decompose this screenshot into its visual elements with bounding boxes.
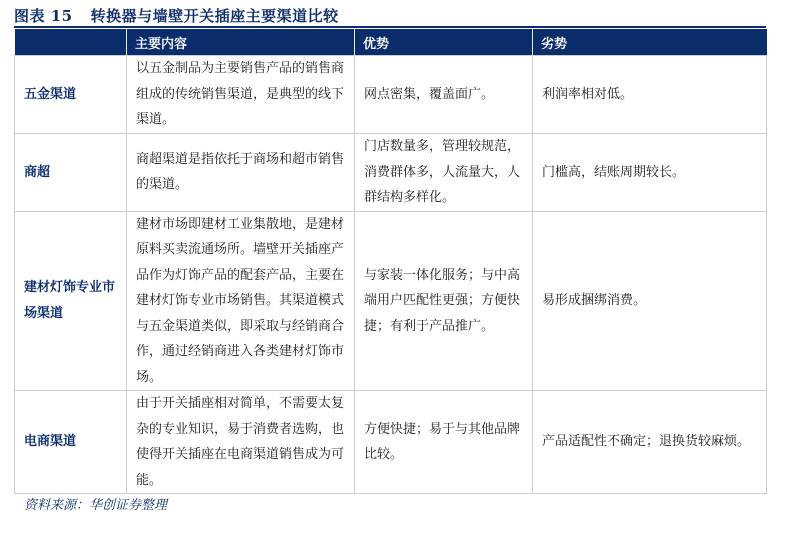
- table-row: [15, 134, 767, 212]
- channel-advantage: 门店数量多，管理较规范，消费群体多，人流量大，人群结构多样化。: [355, 134, 533, 212]
- channel-disadvantage: 易形成捆绑消费。: [533, 211, 767, 391]
- figure-title: [14, 5, 339, 26]
- table-row: [15, 56, 767, 134]
- channel-advantage: 与家装一体化服务；与中高端用户匹配性更强；方便快捷；有利于产品推广。: [355, 211, 533, 391]
- channel-name: 建材灯饰专业市场渠道: [15, 211, 127, 391]
- channel-content: 由于开关插座相对简单，不需要太复杂的专业知识，易于消费者选购，也使得开关插座在电商渠道销售成为可能。: [127, 391, 355, 494]
- channel-advantage: 方便快捷；易于与其他品牌比较。: [355, 391, 533, 494]
- channel-comparison-table: [14, 29, 767, 494]
- channel-disadvantage: 利润率相对低。: [533, 56, 767, 134]
- figure-title-text: 转换器与墙壁开关插座主要渠道比较: [90, 7, 339, 25]
- channel-name: 商超: [15, 134, 127, 212]
- channel-content: 以五金制品为主要销售产品的销售商组成的传统销售渠道，是典型的线下渠道。: [127, 56, 355, 134]
- channel-content: 商超渠道是指依托于商场和超市销售的渠道。: [127, 134, 355, 212]
- table-row: [15, 391, 767, 494]
- channel-name: 电商渠道: [15, 391, 127, 494]
- channel-disadvantage: 产品适配性不确定；退换货较麻烦。: [533, 391, 767, 494]
- channel-advantage: 网点密集，覆盖面广。: [355, 56, 533, 134]
- table-header-row: [15, 29, 767, 56]
- channel-disadvantage: 门槛高，结账周期较长。: [533, 134, 767, 212]
- figure-label: 图表 15: [14, 7, 73, 25]
- source-note: 资料来源：华创证券整理: [24, 498, 168, 513]
- header-content: 主要内容: [127, 29, 355, 56]
- header-channel: [15, 29, 127, 56]
- table-row: [15, 211, 767, 391]
- title-divider: [14, 26, 766, 28]
- header-advantage: 优势: [355, 29, 533, 56]
- header-disadvantage: 劣势: [533, 29, 767, 56]
- channel-name: 五金渠道: [15, 56, 127, 134]
- channel-content: 建材市场即建材工业集散地，是建材原料买卖流通场所。墙壁开关插座产品作为灯饰产品的配套产品，主要在建材灯饰专业市场销售。其渠道模式与五金渠道类似，即采取与经销商合作，通过经销商进入各类建材灯饰市场。: [127, 211, 355, 391]
